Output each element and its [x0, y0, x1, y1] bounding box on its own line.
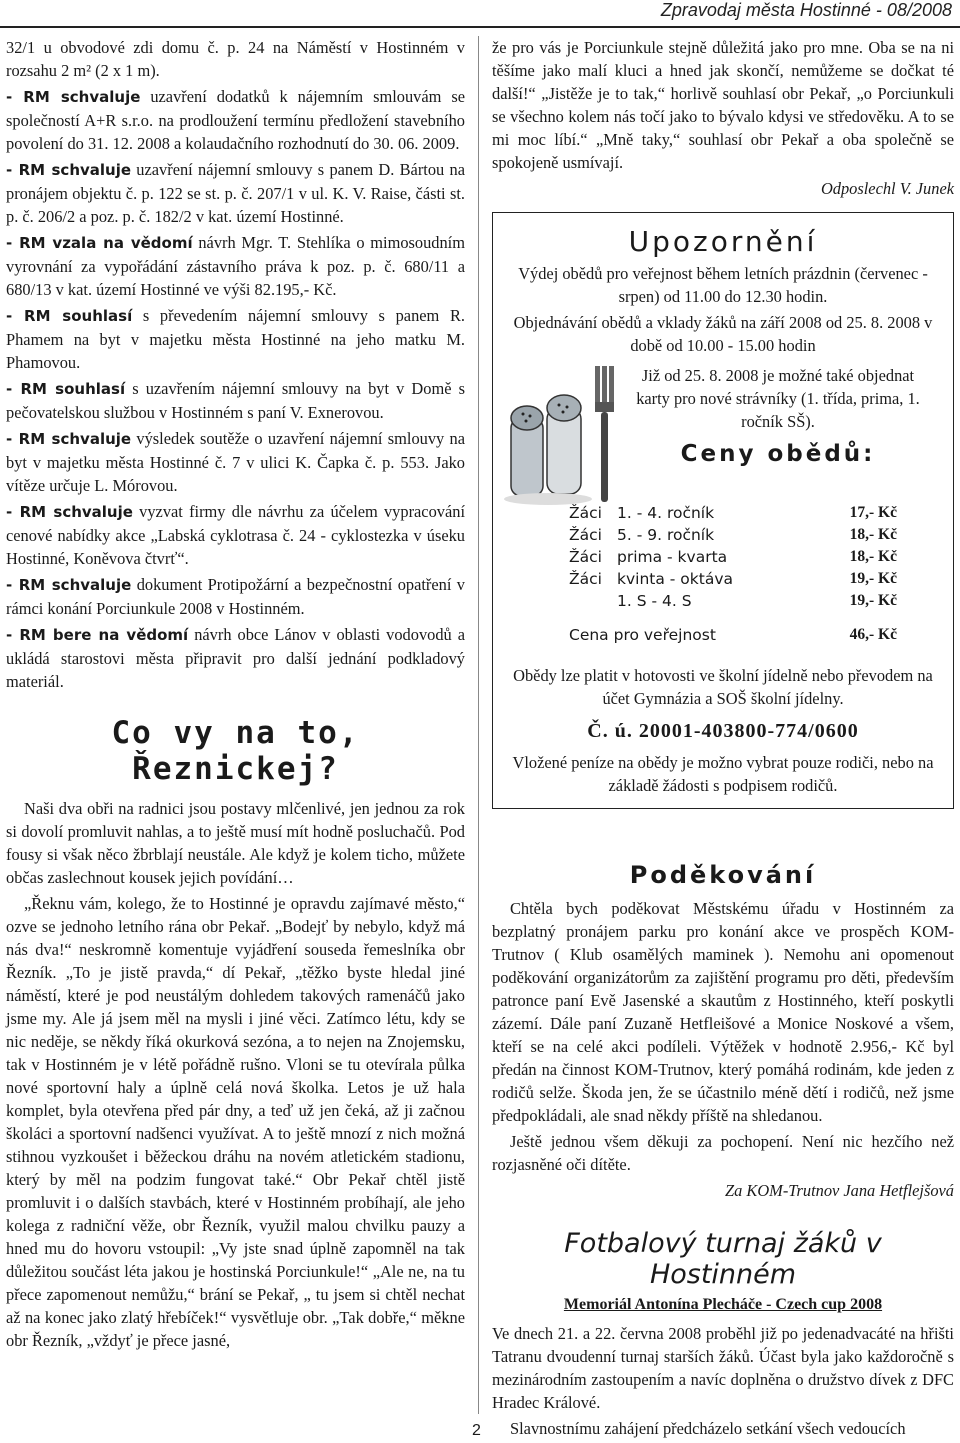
thanks-signature: Za KOM-Trutnov Jana Hetflejšová [725, 1181, 954, 1200]
resolution-label: - RM souhlasí [6, 380, 126, 398]
notice-cards: Již od 25. 8. 2008 je možné také objednat karty pro nové strávníky (1. třída, prima, 1. ročník SŠ). [636, 366, 920, 431]
new-diners-text [628, 364, 928, 473]
price-value: 18,- Kč [849, 548, 897, 565]
salt-pepper-fork-illustration [503, 360, 628, 510]
public-price-label: Cena pro veřejnost [569, 626, 716, 644]
resolution-label: - RM bere na vědomí [6, 626, 189, 644]
newsletter-title: Zpravodaj města Hostinné - 08/2008 [660, 0, 952, 20]
story-paragraph: Naši dva obři na radnici jsou postavy mlčenlivé, jen jednou za rok si dovolí promluvit nahlas, a to ještě musí mít hodně posluchačů. Pod fousy si však něco žbrblají neustále. Ale když je kolem ticho, můžete občas zaslechnout kousek jejich povídání… [6, 799, 465, 887]
resolution-item [6, 623, 465, 693]
resolution-label: - RM schvaluje [6, 430, 132, 448]
story-signature: Odposlechl V. Junek [820, 179, 954, 198]
resolution-item [6, 158, 465, 228]
price-who: Žáci [569, 548, 602, 566]
football-paragraph: Ve dnech 21. a 22. června 2008 proběhl již po jedenadvacáté na hřišti Tatranu dvoudenní turnaj starších žáků. Účast byla jako každoročně s mezinárodním zastoupením a navíc doplněna o družstvo dívek z DFC Hradec Králové. [492, 1324, 954, 1412]
page-number: 2 [472, 1422, 481, 1439]
notice-ordering: Objednávání obědů a vklady žáků na září 2008 od 25. 8. 2008 v době od 10.00 - 15.00 hodin [513, 313, 933, 355]
football-heading: Fotbalový turnaj žáků v Hostinném [564, 1228, 882, 1290]
price-who: Žáci [569, 526, 602, 544]
price-who: Žáci [569, 570, 602, 588]
price-grade: 1. - 4. ročník [617, 504, 715, 522]
price-who [569, 590, 617, 612]
price-row [503, 546, 943, 568]
header-rule [0, 26, 960, 28]
resolution-text: dokument Protipožární a bezpečnostní opatření v rámci konání Porciunkule 2008 v Hostinném. [6, 575, 466, 618]
resolution-item [6, 377, 465, 424]
price-value: 19,- Kč [849, 592, 897, 609]
notice-refund: Vložené peníze na obědy je možno vybrat pouze rodiči, nebo na základě žádosti s podpisem rodičů. [512, 753, 934, 795]
resolution-text: návrh Mgr. T. Stehlíka o mimosoudním vyrovnání za vypořádání zástavního práva k poz. p. č. 680/11 a 680/13 v kat. území Hostinné ve výši 82.195,- Kč. [6, 233, 465, 299]
resolution-item [6, 500, 465, 570]
resolution-text: návrh obce Lánov v oblasti vodovodů a ukládá starostovi města připravit pro další jednání podkladový materiál. [6, 625, 465, 691]
resolution-text: výsledek soutěže o uzavření nájemní smlouvy na byt v majetku města Hostinné č. 7 v ulici K. Čapka č. p. 553. Jako vítěze určuje L. Mórovou. [6, 429, 465, 495]
bank-account: Č. ú. 20001-403800-774/0600 [587, 720, 859, 742]
page-header [0, 0, 960, 26]
price-value: 19,- Kč [849, 570, 897, 587]
price-table [503, 502, 943, 646]
price-grade: kvinta - oktáva [617, 570, 734, 588]
public-price-row [503, 624, 943, 646]
price-row [503, 524, 943, 546]
resolution-text: s převedením nájemní smlouvy s panem R. Phamem na byt v majetku města Hostinné na jeho matku M. Phamovou. [6, 306, 465, 372]
resolution-item [6, 304, 465, 374]
resolution-text: vyzvat firmy dle návrhu za účelem vypracování cenové nabídky akce „Labská cyklotrasa č. 24 - cyklostezka v úseku Hostinné, Koněvova čtvrť“. [6, 502, 465, 568]
resolution-text: uzavření nájemní smlouvy s panem D. Bártou na pronájem objektu č. p. 122 se st. p. č. 207/1 v ul. K. V. Raise, části st. p. č. 206/2 a poz. p. č. 182/2 v kat. území Hostinné. [6, 160, 465, 226]
football-subheading: Memoriál Antonína Plecháče - Czech cup 2008 [563, 1296, 883, 1313]
story-heading: Co vy na to, Řeznickej? [111, 715, 360, 787]
resolution-item [6, 427, 465, 497]
resolution-label: - RM schvaluje [6, 88, 141, 106]
price-grade: prima - kvarta [617, 548, 728, 566]
resolution-item [6, 573, 465, 620]
thanks-heading: Poděkování [629, 861, 817, 889]
resolution-label: - RM schvaluje [6, 161, 132, 179]
resolution-text: uzavření dodatků k nájemním smlouvám se společností A+R s.r.o. na prodloužení termínu předložení stavebního povolení do 31. 12. 2008 a kolaudačního rozhodnutí do 30. 06. 2009. [6, 87, 465, 153]
story-paragraph: „Řeknu vám, kolego, že to Hostinné je opravdu zajímavé město,“ ozve se jednoho letního rána obr Pekař. „Bodejť by nebylo, když má nás dva!“ neskromně komentuje vyjádření souseda řemeslníka obr Řezník. „To je jistě pravda,“ dí Pekař, „těžko byste hledal jiné náměstí, které je pod neustálým dohledem takových ramenáčů jako jsme my. Ale já jsem měl na mysli i jiné věci. Zatímco létu, kdy se nic neděje, se někdy říká okurková sezóna, a to nejen na Znojemsku, tak v Hostinném je v létě pořádně rušno. Vloni se tu otevírala půlka nové sportovní haly a úplně celá nová školka. Letos je už hala komplet, byla otevřena před pár dny, a teď už jen čeká, až ji začnou školáci a sportovní nadšenci využívat. A to ještě mnozí z nich možná stihnou vyzkoušet i běžeckou dráhu na novém atletickém stadionu, který by měl na podzim fungovat také.“ Obr Pekař chtěl jistě promluvit i o dalších stavbách, které v Hostinném probíhají, ale jeho kolega z radniční věže, obr Řezník, využil malou chvilku pauzy a hned mu do hovoru vstoupil: „Vy jste snad úplně zapomněl na tak důležitou součást léta jakou je hostinská Porciunkule!“ „Ale ne, na tu přece zapomenout nemůžu,“ brání se Pekař, „ tu jsem si chtěl nechat až na konec jako zlatý hřebíček!“ vysvětluje obr. „Tak dobře,“ měkne obr Řezník, „vždyť je přece jasné, [6, 894, 465, 1350]
public-price-value: 46,- Kč [849, 626, 897, 643]
price-who: Žáci [569, 504, 602, 522]
resolution-label: - RM souhlasí [6, 307, 133, 325]
price-grade: 5. - 9. ročník [617, 526, 715, 544]
notice-summer-hours: Výdej obědů pro veřejnost během letních prázdnin (červenec - srpen) od 11.00 do 12.30 hodin. [518, 264, 928, 306]
football-paragraph: Slavnostnímu zahájení předcházelo setkání všech vedoucích [510, 1419, 906, 1438]
notice-payment: Obědy lze platit v hotovosti ve školní jídelně nebo převodem na účet Gymnázia a SOŠ školní jídelny. [513, 666, 933, 708]
price-row [503, 568, 943, 590]
thanks-paragraph: Chtěla bych poděkovat Městskému úřadu v Hostinném za bezplatný pronájem parku pro konání akce ve prospěch KOM-Trutnov ( Klub osamělých maminek ). Nemohu ani opomenout poděkování organizátorům za zajištění programu pro děti, především patronce paní Evě Jasenské a skautům z Hostinného, kteří poskytli zázemí. Dále paní Zuzaně Hetfleišové a Monice Noskové a všem, kteří se na celé akci podíleli. Výtěžek v hodnotě 2.956,- Kč byl předán na činnost KOM-Trutnov, který pomáhá rodinám, kde jeden z rodičů selže. Škoda jen, že se účastnilo méně dětí i rodičů, než jsme předpokládali, ale snad někdy příště na shledanou. [492, 899, 954, 1125]
intro-paragraph: 32/1 u obvodové zdi domu č. p. 24 na Náměstí v Hostinném v rozsahu 2 m² (2 x 1 m). [6, 38, 465, 80]
illustration-area [503, 360, 943, 510]
prices-heading: Ceny obědů: [680, 441, 876, 467]
thanks-paragraph: Ještě jednou všem děkuji za pochopení. Není nic hezčího než rozjasněné oči dítěte. [492, 1132, 954, 1174]
price-row [503, 590, 943, 612]
left-column [6, 36, 465, 1355]
story-continuation: že pro vás je Porciunkule stejně důležitá jako pro mne. Oba se na ni těšíme jako malí kluci a hned jak skončí, nemůžeme se dočkat té další!“ „Jistěže je to tak,“ horlivě souhlasí obr Pekař, „o Porciunkuli se všechno kolem nás točí jako to bývalo kdysi ve středověku. A to se mi moc líbí.“ „Mně taky,“ souhlasí obr Pekař a oba společně se spokojeně usmívají. [492, 38, 954, 172]
resolution-label: - RM vzala na vědomí [6, 234, 193, 252]
resolution-item [6, 85, 465, 155]
canteen-notice [492, 212, 954, 809]
price-value: 18,- Kč [849, 526, 897, 543]
notice-title: Upozornění [628, 225, 818, 258]
right-column [492, 36, 954, 1443]
resolution-text: s uzavřením nájemní smlouvy na byt v Domě s pečovatelskou službou v Hostinném s paní V. Exnerovou. [6, 379, 465, 422]
resolution-label: - RM schvaluje [6, 503, 133, 521]
resolution-item [6, 231, 465, 301]
price-grade: 1. S - 4. S [617, 592, 692, 610]
price-value: 17,- Kč [849, 504, 897, 521]
council-resolutions [6, 85, 465, 693]
column-divider [478, 36, 479, 1414]
resolution-label: - RM schvaluje [6, 576, 132, 594]
